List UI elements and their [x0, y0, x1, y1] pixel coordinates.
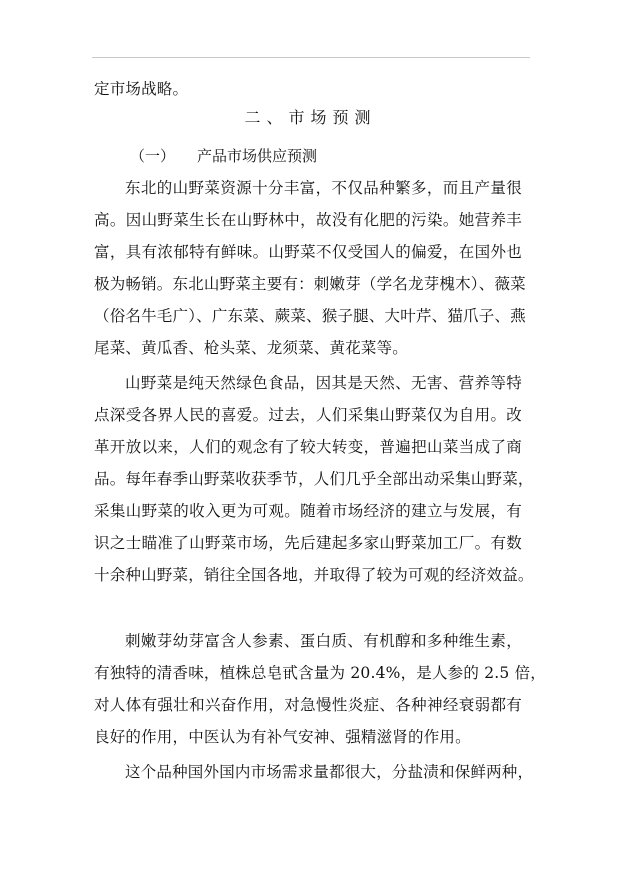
paragraph-2-line-2: 点深受各界人民的喜爱。过去，人们采集山野菜仅为自用。改 — [94, 406, 522, 424]
paragraph-2-line-7: 十余种山野菜，销往全国各地，并取得了较为可观的经济效益。 — [94, 566, 534, 584]
paragraph-2-line-4: 品。每年春季山野菜收获季节，人们几乎全部出动采集山野菜， — [94, 470, 534, 488]
paragraph-2-line-1: 山野菜是纯天然绿色食品，因其是天然、无害、营养等特 — [125, 374, 522, 392]
paragraph-4-line-1: 这个品种国外国内市场需求量都很大，分盐渍和保鲜两种， — [125, 763, 534, 781]
paragraph-1-line-6: 尾菜、黄瓜香、枪头菜、龙须菜、黄花菜等。 — [94, 339, 409, 357]
header-rule — [92, 57, 530, 58]
paragraph-3-line-4: 良好的作用，中医认为有补气安神、强精滋肾的作用。 — [94, 728, 471, 746]
section-heading: 二、市场预测 — [244, 108, 377, 127]
paragraph-3-line-3: 对人体有强壮和兴奋作用，对急慢性炎症、各种神经衰弱都有 — [94, 696, 522, 714]
paragraph-1-line-1: 东北的山野菜资源十分丰富，不仅品种繁多，而且产量很 — [125, 179, 522, 197]
subsection-title: 产品市场供应预测 — [197, 147, 318, 165]
subsection-number: （一） — [130, 147, 176, 165]
paragraph-2-line-3: 革开放以来，人们的观念有了较大转变，普遍把山菜当成了商 — [94, 438, 522, 456]
opening-line: 定市场战略。 — [94, 80, 189, 98]
paragraph-3-line-2: 有独特的清香味，植株总皂甙含量为 20.4%，是人参的 2.5 倍， — [94, 664, 546, 682]
subsection-heading — [130, 146, 317, 166]
paragraph-2-line-5: 采集山野菜的收入更为可观。随着市场经济的建立与发展，有 — [94, 502, 522, 520]
paragraph-2-line-6: 识之士瞄准了山野菜市场，先后建起多家山野菜加工厂。有数 — [94, 534, 522, 552]
paragraph-1-line-5: （俗名牛毛广）、广东菜、蕨菜、猴子腿、大叶芹、猫爪子、燕 — [94, 307, 526, 325]
paragraph-3-line-1: 刺嫩芽幼芽富含人参素、蛋白质、有机醇和多种维生素， — [125, 632, 522, 650]
paragraph-1-line-4: 极为畅销。东北山野菜主要有：刺嫩芽（学名龙芽槐木）、薇菜 — [94, 275, 526, 293]
paragraph-1-line-3: 富，具有浓郁特有鲜味。山野菜不仅受国人的偏爱，在国外也 — [94, 243, 522, 261]
paragraph-1-line-2: 高。因山野菜生长在山野林中，故没有化肥的污染。她营养丰 — [94, 211, 522, 229]
